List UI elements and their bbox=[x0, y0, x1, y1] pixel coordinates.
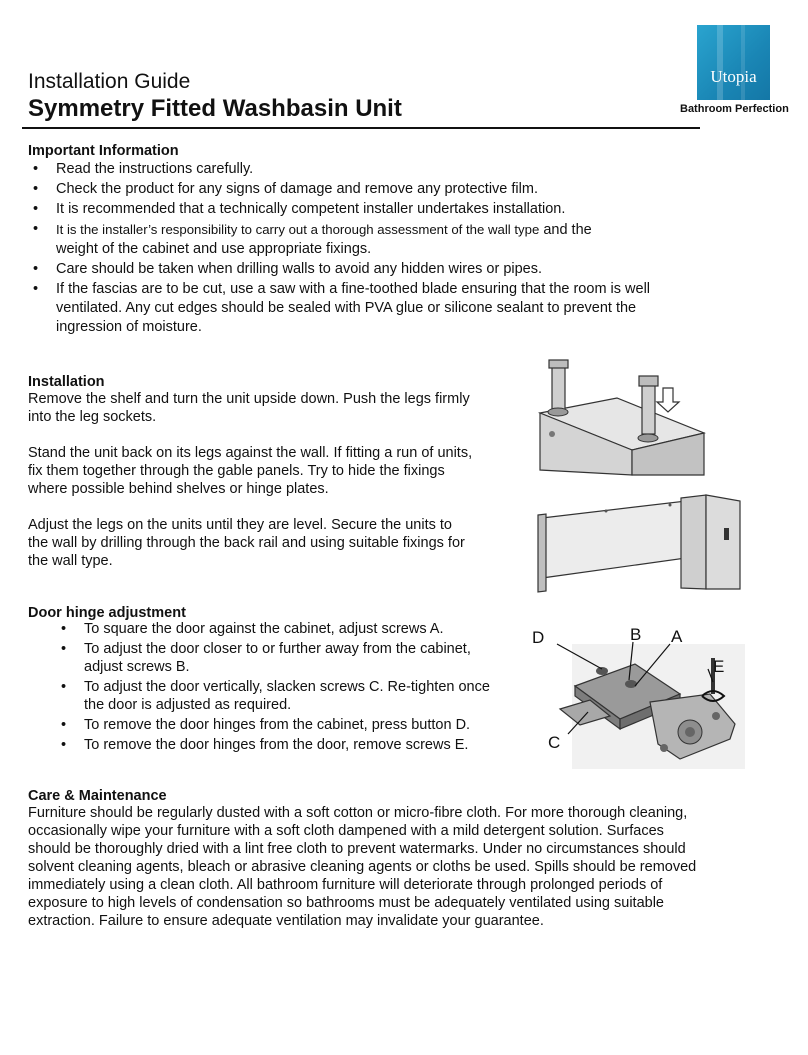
list-item: • Care should be taken when drilling walls to avoid any hidden wires or pipes. bbox=[28, 260, 708, 279]
list-item: • If the fascias are to be cut, use a saw with a fine-toothed blade ensuring that the room is well ventilated. Any cut edges should be sealed with PVA glue or silicone sealant to prevent the ingression of moisture. bbox=[28, 280, 708, 337]
list-item: • To square the door against the cabinet, adjust screws A. bbox=[28, 620, 508, 638]
hinge-section bbox=[28, 605, 508, 754]
cabinet-illustration bbox=[536, 493, 742, 593]
hinge-heading: Door hinge adjustment bbox=[28, 605, 186, 621]
hinge-label-d: D bbox=[532, 628, 545, 647]
hinge-label-c: C bbox=[548, 733, 561, 752]
installation-section bbox=[28, 374, 473, 570]
logo-text: Utopia bbox=[710, 67, 757, 86]
list-item: • Check the product for any signs of damage and remove any protective film. bbox=[28, 180, 708, 199]
important-list bbox=[28, 160, 708, 337]
hinge-label-a: A bbox=[671, 627, 683, 646]
important-section bbox=[28, 143, 708, 337]
utopia-logo bbox=[697, 25, 770, 100]
list-item: • To remove the door hinges from the door, remove screws E. bbox=[28, 736, 508, 754]
important-heading: Important Information bbox=[28, 143, 179, 159]
list-item: • Read the instructions carefully. bbox=[28, 160, 708, 179]
hinge-label-e: E bbox=[713, 657, 725, 676]
list-item: • To remove the door hinges from the cabinet, press button D. bbox=[28, 716, 508, 734]
logo-tagline: Bathroom Perfection bbox=[680, 103, 789, 115]
header-rule bbox=[22, 127, 700, 129]
hinge-list bbox=[28, 620, 508, 754]
list-item: • To adjust the door vertically, slacken screws C. Re-tighten once the door is adjusted as required. bbox=[28, 678, 508, 714]
list-item: • It is recommended that a technically competent installer undertakes installation. bbox=[28, 200, 708, 219]
list-item-continuation: weight of the cabinet and use appropriate fixings. bbox=[56, 241, 372, 257]
list-item-emphasis: It is the installer’s responsibility to carry out a thorough assessment of the wall type bbox=[56, 222, 540, 237]
list-item-continuation: and the bbox=[543, 222, 592, 238]
hinge-illustration bbox=[530, 624, 745, 769]
leg-fitting-illustration bbox=[522, 358, 707, 476]
installation-paragraph-3: Adjust the legs on the units until they are level. Secure the units to the wall by drilling through the back rail and using suitable fixings for the wall type. bbox=[28, 517, 465, 569]
document-subtitle: Installation Guide bbox=[28, 70, 191, 93]
installation-paragraph-1: Remove the shelf and turn the unit upside down. Push the legs firmly into the leg sockets. bbox=[28, 391, 470, 425]
care-heading: Care & Maintenance bbox=[28, 788, 167, 804]
list-item: • To adjust the door closer to or further away from the cabinet, adjust screws B. bbox=[28, 640, 508, 676]
document-title: Symmetry Fitted Washbasin Unit bbox=[28, 95, 402, 122]
care-paragraph: Furniture should be regularly dusted with a soft cotton or micro-fibre cloth. For more thorough cleaning, occasionally wipe your furniture with a soft cloth dampened with a mild detergent solution. Surfaces should be thoroughly dried with a lint free cloth to prevent watermarks. Under no circumstances should solvent cleaning agents, bleach or abrasive cleaning agents or cloths be used. Spills should be removed immediately using a clean cloth. All bathroom furniture will deteriorate through prolonged periods of exposure to high levels of condensation so bathrooms must be adequately ventilated using suitable extraction. Failure to ensure adequate ventilation may invalidate your guarantee. bbox=[28, 805, 697, 929]
list-item bbox=[28, 220, 708, 259]
care-section bbox=[28, 788, 704, 930]
hinge-label-b: B bbox=[630, 625, 642, 644]
installation-heading: Installation bbox=[28, 374, 105, 390]
installation-paragraph-2: Stand the unit back on its legs against the wall. If fitting a run of units, fix them together through the gable panels. Try to hide the fixings where possible behind shelves or hinge plates. bbox=[28, 445, 473, 497]
